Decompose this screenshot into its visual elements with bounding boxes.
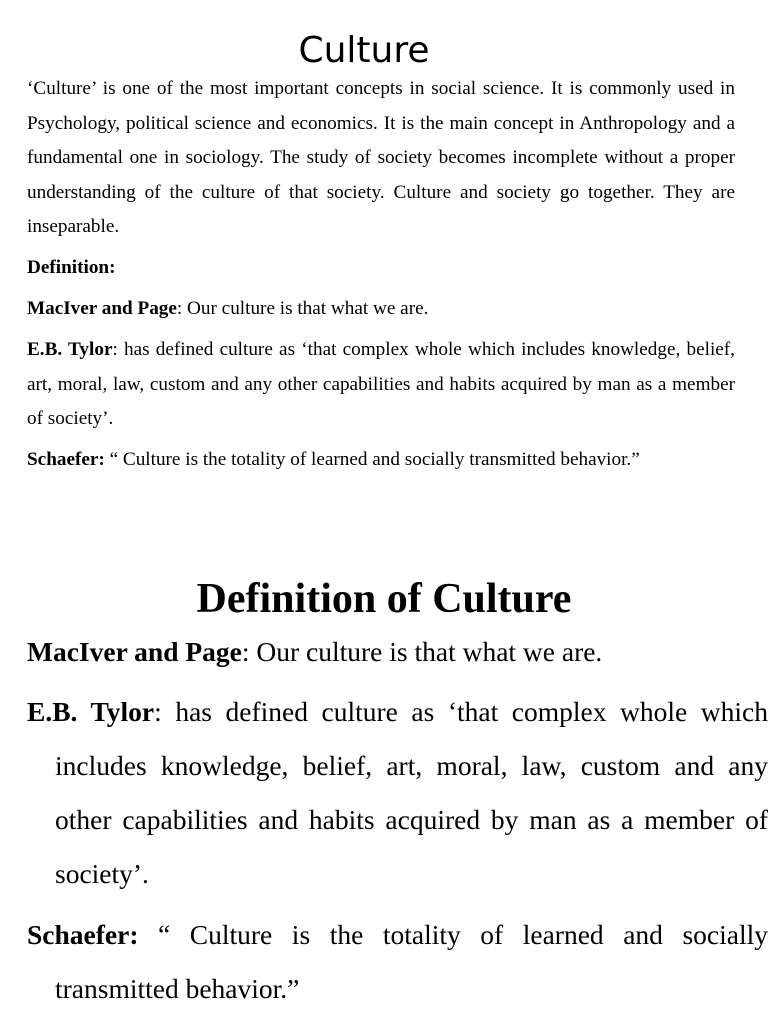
definition-text: “ Culture is the totality of learned and socially transmitted behavior.” [55,919,768,1004]
definition-text: : Our culture is that what we are. [176,298,429,319]
intro-paragraph: ‘Culture’ is one of the most important concepts in social science. It is commonly used in Psychology, political science and economics. It is the main concept in Anthropology and a fundamental one in sociology. The study of society becomes incomplete without a proper understanding of the culture of that society. Culture and society go together. They are inseparable. [27,78,735,238]
definition-tylor [27,333,735,437]
definition-schaefer [27,908,768,1016]
definition-tylor [27,685,768,901]
slide-title: Culture [298,30,430,71]
definition-maciver [27,292,735,327]
definition-text: : has defined culture as ‘that complex whole which includes knowledge, belief, art, moral, law, custom and any other capabilities and habits acquired by man as a member of society’. [55,696,768,889]
author-name: MacIver and Page [27,636,242,667]
definition-schaefer [27,443,735,478]
slide-definition-of-culture [0,560,768,1024]
slide-title: Definition of Culture [196,576,572,622]
author-name: E.B. Tylor [27,696,155,727]
author-name: E.B. Tylor [27,339,113,360]
definition-text: : has defined culture as ‘that complex whole which includes knowledge, belief, art, moral, law, custom and any other capabilities and habits acquired by man as a member of society’. [27,339,735,430]
author-name: MacIver and Page [27,298,177,319]
definition-heading: Definition: [27,257,116,278]
definition-text: “ Culture is the totality of learned and socially transmitted behavior.” [104,449,640,470]
author-name: Schaefer: [27,919,139,950]
definition-maciver [27,625,768,679]
definition-text: : Our culture is that what we are. [241,636,603,667]
author-name: Schaefer: [27,449,105,470]
